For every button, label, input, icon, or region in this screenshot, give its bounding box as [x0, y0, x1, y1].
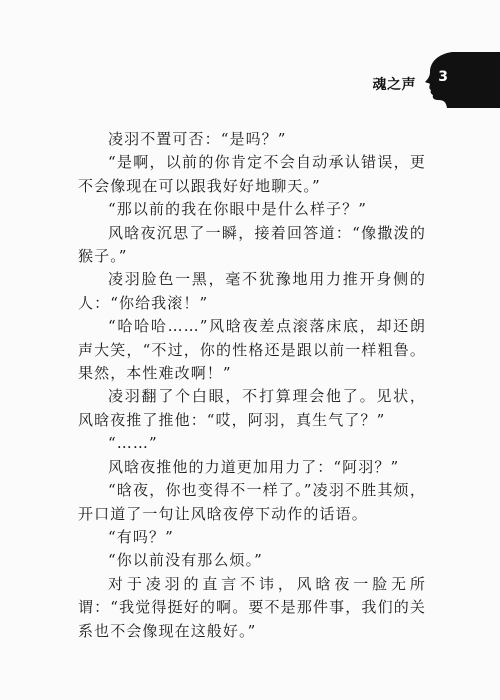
paragraph: “有吗？”	[108, 527, 174, 546]
page-number: 3	[438, 69, 448, 85]
paragraph: 风晗夜推他的力道更加用力了：“阿羽？”	[108, 457, 400, 476]
paragraph: “晗夜，你也变得不一样了。”凌羽不胜其烦，开口道了一句让风晗夜停下动作的话语。	[78, 481, 426, 523]
book-title: 魂之声	[372, 77, 416, 93]
paragraph: 对于凌羽的直言不讳，风晗夜一脸无所谓：“我觉得挺好的啊。要不是那件事，我们的关系也不会像现在这般好。”	[78, 574, 426, 640]
page-header	[0, 52, 500, 112]
head-silhouette-icon	[418, 52, 500, 108]
paragraph: 风晗夜沉思了一瞬，接着回答道：“像撒泼的猴子。”	[78, 223, 426, 266]
paragraph: “哈哈哈……”风晗夜差点滚落床底，却还朗声大笑，“不过，你的性格还是跟以前一样粗鲁。果然，本性难改啊！”	[78, 317, 426, 383]
paragraph: 凌羽不置可否：“是吗？”	[108, 130, 287, 148]
paragraph: 凌羽翻了个白眼，不打算理会他了。见状，风晗夜推了推他：“哎，阿羽，真生气了？”	[78, 387, 426, 429]
paragraph: 凌羽脸色一黑，毫不犹豫地用力推开身侧的人：“你给我滚！”	[78, 270, 426, 312]
paragraph: “你以前没有那么烦。”	[108, 551, 263, 570]
paragraph: “那以前的我在你眼中是什么样子？”	[108, 200, 368, 219]
paragraph: “是啊，以前的你肯定不会自动承认错误，更不会像现在可以跟我好好地聊天。”	[78, 153, 426, 195]
paragraph: “……”	[108, 434, 158, 453]
body-text	[78, 128, 426, 643]
